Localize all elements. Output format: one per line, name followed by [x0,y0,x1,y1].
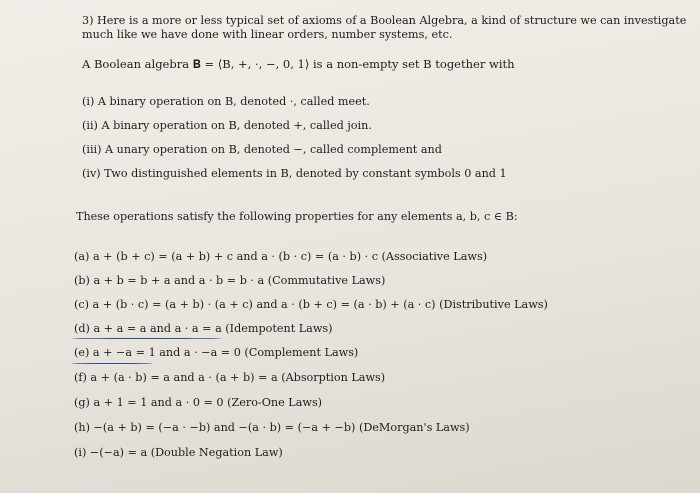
properties-intro: These operations satisfy the following properties for any elements a, b, c ∈ B: [76,210,518,223]
definition-item-iv: (iv) Two distinguished elements in B, denoted by constant symbols 0 and 1 [82,167,507,180]
property-c: (c) a + (b · c) = (a + b) · (a + c) and a · (b + c) = (a · b) + (a · c) (Distributive Laws) [74,298,548,311]
definition-item-iii: (iii) A unary operation on B, denoted −, called complement and [82,143,442,156]
property-d: (d) a + a = a and a · a = a (Idempotent Laws) [74,322,333,335]
property-g: (g) a + 1 = 1 and a · 0 = 0 (Zero-One Laws) [74,396,323,409]
handwritten-underline-d [72,338,222,339]
property-a: (a) a + (b + c) = (a + b) + c and a · (b · c) = (a · b) · c (Associative Laws) [74,250,488,263]
handwritten-underline-e [72,363,152,364]
property-f: (f) a + (a · b) = a and a · (a + b) = a (Absorption Laws) [74,371,386,384]
intro-line-2: much like we have done with linear orders, number systems, etc. [82,28,453,41]
property-h: (h) −(a + b) = (−a · −b) and −(a · b) = (−a + −b) (DeMorgan's Laws) [74,421,470,434]
property-e: (e) a + −a = 1 and a · −a = 0 (Complement Laws) [74,346,359,359]
intro-line-1: 3) Here is a more or less typical set of axioms of a Boolean Algebra, a kind of structure we can investigate [82,14,687,27]
definition-line: A Boolean algebra 𝐁 = ⟨B, +, ·, −, 0, 1⟩ is a non-empty set B together with [82,57,515,71]
definition-item-ii: (ii) A binary operation on B, denoted +, called join. [82,119,372,132]
property-i: (i) −(−a) = a (Double Negation Law) [74,446,283,459]
property-b: (b) a + b = b + a and a · b = b · a (Commutative Laws) [74,274,386,287]
definition-item-i: (i) A binary operation on B, denoted ·, called meet. [82,95,370,108]
